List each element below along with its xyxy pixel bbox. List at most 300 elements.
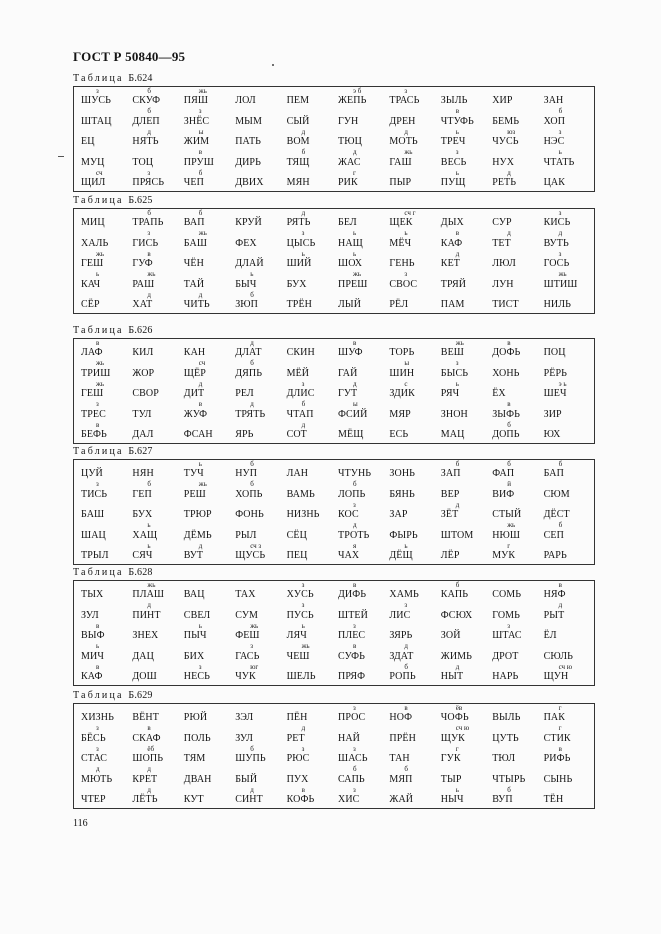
variant-mark: з xyxy=(250,642,253,651)
word-cell xyxy=(489,360,540,380)
test-word: ШУСЬ xyxy=(81,95,111,107)
test-word: ЛИС xyxy=(389,609,411,621)
test-word: КОФЬ xyxy=(286,793,315,805)
test-word: ПАТЬ xyxy=(235,136,262,148)
word-cell xyxy=(181,766,232,786)
test-word: БЁСЬ xyxy=(81,732,106,744)
test-word: ГУФ xyxy=(132,258,153,270)
word-cell xyxy=(335,602,386,622)
word-cell xyxy=(541,787,592,807)
test-word: ПЛАШ xyxy=(132,589,165,601)
test-word: ЧТЕР xyxy=(81,793,106,805)
variant-mark: ь xyxy=(404,229,408,238)
word-cell xyxy=(541,251,592,271)
test-word: СИНТ xyxy=(235,793,263,805)
variant-mark: ь xyxy=(198,621,202,630)
variant-mark: жь xyxy=(96,249,105,258)
word-cell xyxy=(489,401,540,421)
word-cell xyxy=(541,271,592,291)
variant-mark: д xyxy=(558,601,563,610)
variant-mark: з xyxy=(455,148,459,157)
test-word: ЖИМЬ xyxy=(440,650,473,662)
word-cell xyxy=(335,543,386,563)
test-word: ТРЯТЬ xyxy=(235,408,266,420)
test-word: ГОСЬ xyxy=(543,258,570,270)
variant-mark: жь xyxy=(198,229,207,238)
table-title-word: Таблица xyxy=(73,195,129,206)
test-word: РЮЙ xyxy=(183,712,208,724)
word-cell xyxy=(232,643,283,663)
word-cell xyxy=(438,766,489,786)
word-cell xyxy=(181,230,232,250)
test-word: БЕМЬ xyxy=(492,115,520,127)
word-cell xyxy=(541,522,592,542)
test-word: НЯТЬ xyxy=(132,136,159,148)
variant-mark: б xyxy=(404,765,408,774)
word-cell xyxy=(335,129,386,149)
test-word: ДЁСТ xyxy=(543,509,570,521)
test-word: МЯР xyxy=(389,408,411,420)
variant-mark: д xyxy=(198,290,203,299)
test-word: ДЯПЬ xyxy=(235,367,263,379)
word-cell xyxy=(232,340,283,360)
word-cell xyxy=(181,746,232,766)
word-cell xyxy=(181,210,232,230)
word-cell xyxy=(541,582,592,602)
variant-mark: ь xyxy=(455,168,459,177)
word-cell xyxy=(489,422,540,442)
variant-mark: б xyxy=(353,480,357,489)
word-cell xyxy=(386,360,437,380)
test-word: ПРЯСЬ xyxy=(132,176,165,188)
test-word: ХАЩ xyxy=(132,529,158,541)
word-cell xyxy=(438,461,489,481)
word-cell xyxy=(232,381,283,401)
variant-mark: б xyxy=(147,87,151,95)
word-cell xyxy=(78,271,129,291)
table-section xyxy=(73,566,595,686)
test-word: МАЦ xyxy=(440,428,465,440)
test-word: МЯН xyxy=(286,176,310,188)
table-box xyxy=(73,580,595,686)
variant-mark: ь xyxy=(404,541,408,550)
test-word: ФСИЙ xyxy=(338,408,368,420)
test-word: РИФЬ xyxy=(543,753,571,765)
word-cell xyxy=(181,129,232,149)
test-word: РЕЛ xyxy=(235,388,254,400)
word-cell xyxy=(335,502,386,522)
word-cell xyxy=(541,149,592,169)
word-cell xyxy=(438,292,489,312)
test-word: РЁРЬ xyxy=(543,367,567,379)
test-word: ЗОНЬ xyxy=(389,468,415,480)
word-cell xyxy=(489,522,540,542)
variant-mark: ь xyxy=(147,541,151,550)
test-word: ХОПЬ xyxy=(235,488,263,500)
test-word: ДРЕН xyxy=(389,115,416,127)
word-cell xyxy=(489,292,540,312)
word-cell xyxy=(129,502,180,522)
variant-mark: жь xyxy=(404,148,413,157)
variant-mark: д xyxy=(507,229,511,238)
variant-mark: д xyxy=(198,379,203,388)
test-word: ВЫФ xyxy=(81,630,105,642)
test-word: НЭС xyxy=(543,136,565,148)
word-cell xyxy=(232,230,283,250)
test-word: ТИСЬ xyxy=(81,488,108,500)
word-cell xyxy=(284,360,335,380)
test-word: ВЕСЬ xyxy=(440,156,467,168)
table-title xyxy=(73,689,595,702)
test-word: ВОМ xyxy=(286,136,310,148)
word-cell xyxy=(129,230,180,250)
word-cell xyxy=(386,602,437,622)
word-cell xyxy=(386,766,437,786)
word-cell xyxy=(335,582,386,602)
word-cell xyxy=(541,88,592,108)
table-box xyxy=(73,703,595,809)
test-word: СЮМ xyxy=(543,488,570,500)
test-word: МЁЧ xyxy=(389,237,412,249)
table-title xyxy=(73,324,595,337)
test-word: ВАМЬ xyxy=(286,488,315,500)
variant-mark: з xyxy=(147,168,151,177)
table-title-number: Б.626 xyxy=(128,325,153,336)
word-cell xyxy=(129,664,180,684)
word-cell xyxy=(489,766,540,786)
table-title-word: Таблица xyxy=(73,325,129,336)
test-word: ДВАН xyxy=(183,773,212,785)
word-cell xyxy=(129,108,180,128)
word-cell xyxy=(438,502,489,522)
word-cell xyxy=(541,170,592,190)
word-cell xyxy=(232,543,283,563)
word-cell xyxy=(541,481,592,501)
word-cell xyxy=(129,643,180,663)
test-word: ЗЁТ xyxy=(440,509,459,521)
test-word: ЦАК xyxy=(543,176,566,188)
word-cell xyxy=(335,746,386,766)
variant-mark: ёб xyxy=(147,744,155,753)
word-cell xyxy=(78,340,129,360)
test-word: ГУН xyxy=(338,115,359,127)
test-word: НЫТ xyxy=(440,670,464,682)
word-cell xyxy=(386,340,437,360)
word-cell xyxy=(489,664,540,684)
test-word: ЛАН xyxy=(286,468,309,480)
word-cell xyxy=(335,170,386,190)
word-cell xyxy=(438,522,489,542)
variant-mark: з xyxy=(198,662,202,671)
variant-mark: сч xyxy=(198,359,206,368)
variant-mark: з xyxy=(353,500,356,509)
word-cell xyxy=(335,292,386,312)
test-word: ДОШ xyxy=(132,670,157,682)
test-word: КОС xyxy=(338,509,359,521)
word-cell xyxy=(78,787,129,807)
word-cell xyxy=(335,401,386,421)
word-grid xyxy=(78,88,592,190)
test-word: ЧЕП xyxy=(183,176,204,188)
test-word: ЧОФЬ xyxy=(440,712,469,724)
test-word: ДЛАЙ xyxy=(235,258,264,270)
word-cell xyxy=(438,149,489,169)
word-cell xyxy=(284,108,335,128)
word-cell xyxy=(78,401,129,421)
word-cell xyxy=(181,582,232,602)
stray-dash xyxy=(58,156,64,157)
test-word: НЕСЬ xyxy=(183,670,210,682)
test-word: ДОФЬ xyxy=(492,347,521,359)
variant-mark: б xyxy=(250,359,254,368)
test-word: ЗЯРЬ xyxy=(389,630,413,642)
word-cell xyxy=(181,170,232,190)
word-cell xyxy=(335,149,386,169)
test-word: ПУХ xyxy=(286,773,309,785)
word-cell xyxy=(541,401,592,421)
variant-mark: д xyxy=(353,521,357,530)
word-cell xyxy=(335,381,386,401)
test-word: ЛЫЙ xyxy=(338,298,362,310)
test-word: СУМ xyxy=(235,609,258,621)
word-cell xyxy=(78,230,129,250)
test-word: ФЕШ xyxy=(235,630,260,642)
test-word: ЦЫСЬ xyxy=(286,237,316,249)
variant-mark: жь xyxy=(198,480,207,489)
word-cell xyxy=(129,251,180,271)
word-grid xyxy=(78,705,592,807)
word-cell xyxy=(181,401,232,421)
word-cell xyxy=(386,502,437,522)
word-cell xyxy=(78,251,129,271)
variant-mark: з xyxy=(198,107,202,116)
test-word: НУП xyxy=(235,468,258,480)
test-word: ПИНТ xyxy=(132,609,161,621)
word-cell xyxy=(386,230,437,250)
word-cell xyxy=(335,108,386,128)
variant-mark: з xyxy=(558,127,562,136)
word-cell xyxy=(129,381,180,401)
word-cell xyxy=(181,602,232,622)
word-cell xyxy=(78,643,129,663)
test-word: ЖАЙ xyxy=(389,793,414,805)
test-word: ТРИШ xyxy=(81,367,111,379)
test-word: ЗНОН xyxy=(440,408,468,420)
variant-mark: д xyxy=(198,541,203,550)
test-word: ПЫР xyxy=(389,176,412,188)
test-word: ТЮЦ xyxy=(338,136,362,148)
word-cell xyxy=(489,271,540,291)
variant-mark: ь xyxy=(198,460,202,468)
word-cell xyxy=(284,623,335,643)
word-cell xyxy=(438,787,489,807)
variant-mark: б xyxy=(147,480,151,489)
test-word: ТУЧ xyxy=(183,468,204,480)
word-cell xyxy=(489,602,540,622)
word-cell xyxy=(438,170,489,190)
test-word: ГАСЬ xyxy=(235,650,260,662)
test-word: ЧТАП xyxy=(286,408,314,420)
variant-mark: д xyxy=(301,127,306,136)
test-word: ЦУТЬ xyxy=(492,732,519,744)
word-cell xyxy=(335,664,386,684)
word-cell xyxy=(335,340,386,360)
word-cell xyxy=(78,502,129,522)
variant-mark: в xyxy=(301,785,305,794)
document-header: ГОСТ Р 50840—95 xyxy=(73,49,186,64)
word-cell xyxy=(284,522,335,542)
variant-mark: б xyxy=(301,148,306,157)
word-cell xyxy=(489,129,540,149)
word-cell xyxy=(541,381,592,401)
word-cell xyxy=(232,292,283,312)
word-cell xyxy=(78,88,129,108)
test-word: КАН xyxy=(183,347,206,359)
table-title-number: Б.625 xyxy=(128,195,153,206)
word-cell xyxy=(541,502,592,522)
variant-mark: б xyxy=(455,581,460,589)
test-word: ЧТУНЬ xyxy=(338,468,372,480)
variant-mark: в xyxy=(404,704,408,712)
word-cell xyxy=(129,422,180,442)
word-cell xyxy=(232,705,283,725)
word-cell xyxy=(438,422,489,442)
table-title xyxy=(73,566,595,579)
word-cell xyxy=(284,705,335,725)
test-word: КАФ xyxy=(81,670,103,682)
stray-mark xyxy=(272,64,274,66)
word-cell xyxy=(386,422,437,442)
word-cell xyxy=(489,251,540,271)
word-cell xyxy=(489,623,540,643)
test-word: ВЕШ xyxy=(440,347,464,359)
word-cell xyxy=(386,149,437,169)
word-cell xyxy=(489,149,540,169)
word-cell xyxy=(386,381,437,401)
variant-mark: сч з xyxy=(250,541,262,550)
variant-mark: д xyxy=(455,500,460,509)
word-cell xyxy=(181,360,232,380)
word-cell xyxy=(386,461,437,481)
test-word: ШТИШ xyxy=(543,278,578,290)
variant-mark: г xyxy=(558,724,562,733)
test-word: ЖАС xyxy=(338,156,361,168)
word-cell xyxy=(284,582,335,602)
variant-mark: ь xyxy=(353,229,357,238)
word-cell xyxy=(438,251,489,271)
variant-mark: б xyxy=(250,744,254,753)
variant-mark: б xyxy=(558,460,563,468)
test-word: ЗЮП xyxy=(235,298,258,310)
word-cell xyxy=(284,481,335,501)
variant-mark: з xyxy=(353,785,356,794)
test-word: ЛЯЧ xyxy=(286,630,307,642)
variant-mark: д xyxy=(404,642,408,651)
test-word: МЁЙ xyxy=(286,367,310,379)
word-cell xyxy=(438,643,489,663)
word-cell xyxy=(284,602,335,622)
word-cell xyxy=(335,705,386,725)
test-word: ПАК xyxy=(543,712,566,724)
test-word: ТРЁН xyxy=(286,298,312,310)
test-word: ПАМ xyxy=(440,298,465,310)
test-word: ГУТ xyxy=(338,388,358,400)
test-word: НОФ xyxy=(389,712,413,724)
variant-mark: ь xyxy=(301,249,305,258)
word-cell xyxy=(78,170,129,190)
test-word: ГИСЬ xyxy=(132,237,159,249)
variant-mark: б xyxy=(250,460,254,468)
word-cell xyxy=(489,381,540,401)
word-cell xyxy=(232,664,283,684)
word-cell xyxy=(335,422,386,442)
variant-mark: ь xyxy=(301,621,305,630)
word-cell xyxy=(129,360,180,380)
word-cell xyxy=(489,502,540,522)
word-cell xyxy=(335,481,386,501)
test-word: НЮШ xyxy=(492,529,521,541)
word-cell xyxy=(78,210,129,230)
word-cell xyxy=(284,129,335,149)
word-cell xyxy=(129,746,180,766)
test-word: ДЫХ xyxy=(440,217,464,229)
word-cell xyxy=(284,340,335,360)
test-word: ЩЁР xyxy=(183,367,206,379)
variant-mark: жь xyxy=(96,359,105,368)
test-word: ЧИТЬ xyxy=(183,298,210,310)
word-cell xyxy=(129,725,180,745)
test-word: ЦУЙ xyxy=(81,468,103,480)
test-word: ШУФ xyxy=(338,347,363,359)
word-cell xyxy=(489,481,540,501)
word-cell xyxy=(541,230,592,250)
word-cell xyxy=(438,271,489,291)
test-word: БАШ xyxy=(183,237,208,249)
test-word: СОМЬ xyxy=(492,589,522,601)
variant-mark: ёв xyxy=(455,704,463,712)
variant-mark: жь xyxy=(147,270,156,279)
word-cell xyxy=(181,481,232,501)
variant-mark: з xyxy=(96,400,99,409)
test-word: ДОПЬ xyxy=(492,428,520,440)
variant-mark: сч г xyxy=(404,209,416,217)
variant-mark: б xyxy=(250,480,254,489)
variant-mark: б xyxy=(455,460,460,468)
test-word: ЯРЬ xyxy=(235,428,254,440)
word-cell xyxy=(181,787,232,807)
word-cell xyxy=(386,746,437,766)
variant-mark: б xyxy=(198,168,203,177)
word-cell xyxy=(438,582,489,602)
variant-mark: жь xyxy=(250,621,259,630)
test-word: ХИР xyxy=(492,95,513,107)
word-cell xyxy=(541,422,592,442)
word-cell xyxy=(541,461,592,481)
table-title-number: Б.629 xyxy=(128,690,153,701)
test-word: КАЧ xyxy=(81,278,101,290)
test-word: СКУФ xyxy=(132,95,161,107)
variant-mark: в xyxy=(96,339,100,347)
variant-mark: в xyxy=(507,339,511,347)
test-word: ГАЙ xyxy=(338,367,358,379)
word-cell xyxy=(129,522,180,542)
word-cell xyxy=(284,461,335,481)
word-cell xyxy=(232,481,283,501)
word-cell xyxy=(181,108,232,128)
test-word: ЧТАТЬ xyxy=(543,156,575,168)
variant-mark: жь xyxy=(353,270,362,279)
word-cell xyxy=(78,725,129,745)
